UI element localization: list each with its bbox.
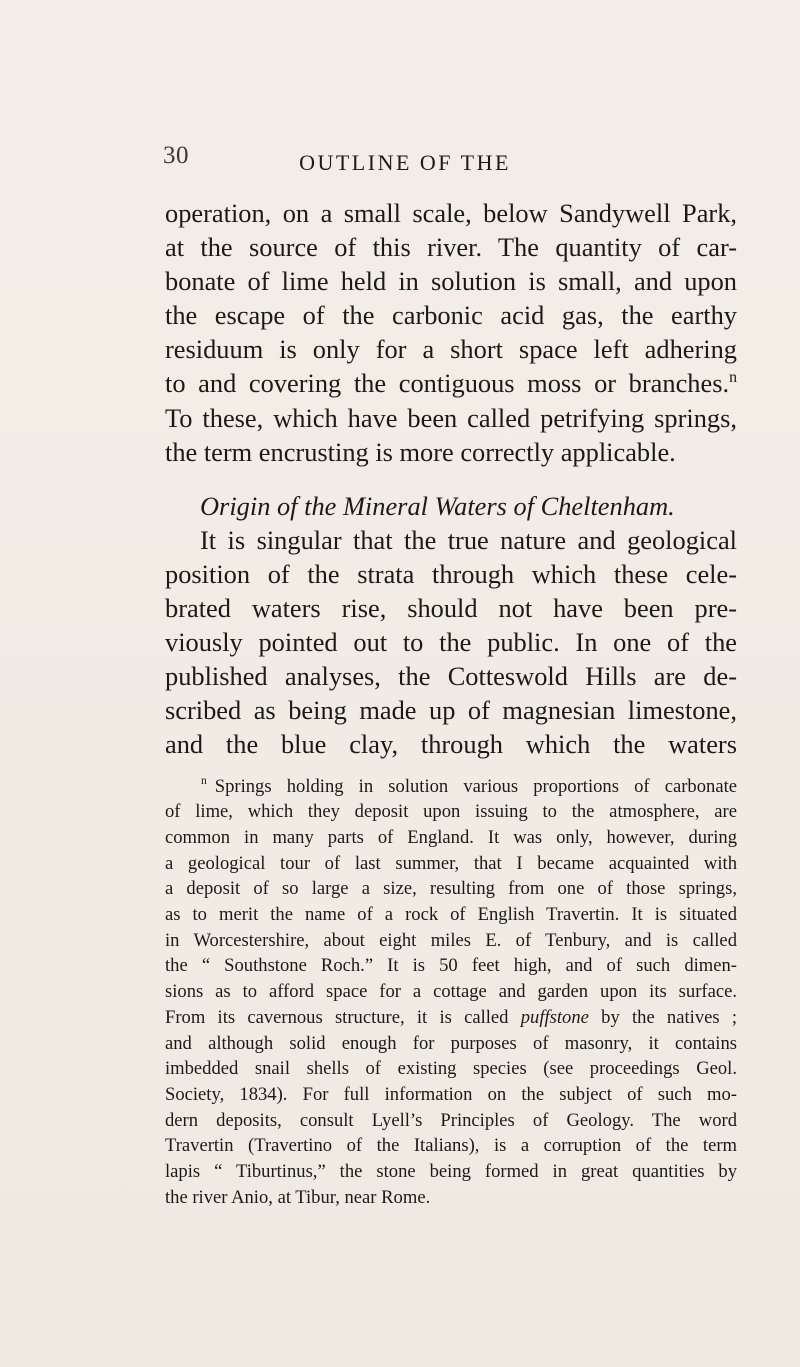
footnote-line: lapis “ Tiburtinus,” the stone being formed in great quantities by: [165, 1161, 737, 1183]
body-line: residuum is only for a short space left adhering: [165, 334, 737, 365]
footnote-line: as to merit the name of a rock of English Travertin. It is situated: [165, 904, 737, 926]
running-head: OUTLINE OF THE: [299, 150, 511, 175]
footnote-line: and although solid enough for purposes of masonry, it contains: [165, 1032, 737, 1054]
footnote-line: Travertin (Travertino of the Italians), is a corruption of the term: [165, 1135, 737, 1157]
body-line: position of the strata through which these cele-: [165, 558, 737, 589]
text-block: [165, 196, 737, 1210]
footnote-line: a deposit of so large a size, resulting from one of those springs,: [165, 878, 737, 900]
italic-term: puffstone: [520, 1006, 589, 1028]
body-line: operation, on a small scale, below Sandywell Park,: [165, 198, 737, 228]
footnote-line: the river Anio, at Tibur, near Rome.: [165, 1186, 431, 1208]
footnote-line: imbedded snail shells of existing species (see proceedings Geol.: [165, 1058, 737, 1080]
body-line: the escape of the carbonic acid gas, the earthy: [165, 300, 737, 331]
paragraph-2: [165, 523, 737, 762]
body-line: at the source of this river. The quantity of car-: [165, 232, 737, 263]
footnote-line: the “ Southstone Roch.” It is 50 feet high, and of such dimen-: [165, 955, 737, 977]
body-line-with-note-ref: [165, 366, 737, 400]
footnote-line: Society, 1834). For full information on the subject of such mo-: [165, 1083, 737, 1105]
page-number: 30: [163, 142, 189, 169]
footnote-text: by the natives ;: [601, 1006, 738, 1028]
footnote-line: dern deposits, consult Lyell’s Principles of Geology. The word: [165, 1109, 737, 1131]
body-line: brated waters rise, should not have been pre-: [165, 593, 737, 624]
paragraph-1: [165, 196, 737, 469]
body-line: It is singular that the true nature and geological: [200, 524, 737, 555]
body-line: the term encrusting is more correctly applicable.: [165, 436, 676, 467]
footnote-line-text: Springs holding in solution various proportions of carbonate: [214, 775, 737, 797]
section-heading: Origin of the Mineral Waters of Cheltenham.: [200, 490, 675, 521]
body-line-text: to and covering the contiguous moss or branches.: [165, 368, 730, 399]
body-line: published analyses, the Cotteswold Hills are de-: [165, 661, 737, 692]
footnote-line: in Worcestershire, about eight miles E. of Tenbury, and is called: [165, 929, 737, 951]
body-line: bonate of lime held in solution is small, and upon: [165, 266, 737, 297]
body-line: To these, which have been called petrifying springs,: [165, 402, 737, 433]
footnote-line: sions as to afford space for a cottage and garden upon its surface.: [165, 981, 737, 1003]
body-line: scribed as being made up of magnesian limestone,: [165, 695, 737, 726]
footnote-line: a geological tour of last summer, that I became acquainted with: [165, 852, 737, 874]
body-line: viously pointed out to the public. In one of the: [165, 627, 737, 658]
footnote-line: of lime, which they deposit upon issuing to the atmosphere, are: [165, 801, 737, 823]
footnote-text: From its cavernous structure, it is called: [165, 1006, 509, 1028]
footnote-line-with-italic: [165, 1005, 737, 1031]
footnote-line: [165, 774, 737, 800]
body-line: and the blue clay, through which the waters: [165, 729, 737, 760]
footnote-line: common in many parts of England. It was only, however, during: [165, 826, 737, 848]
footnote-mark: n: [201, 775, 207, 788]
footnote-reference: n: [729, 369, 737, 387]
footnote: [165, 774, 737, 1211]
